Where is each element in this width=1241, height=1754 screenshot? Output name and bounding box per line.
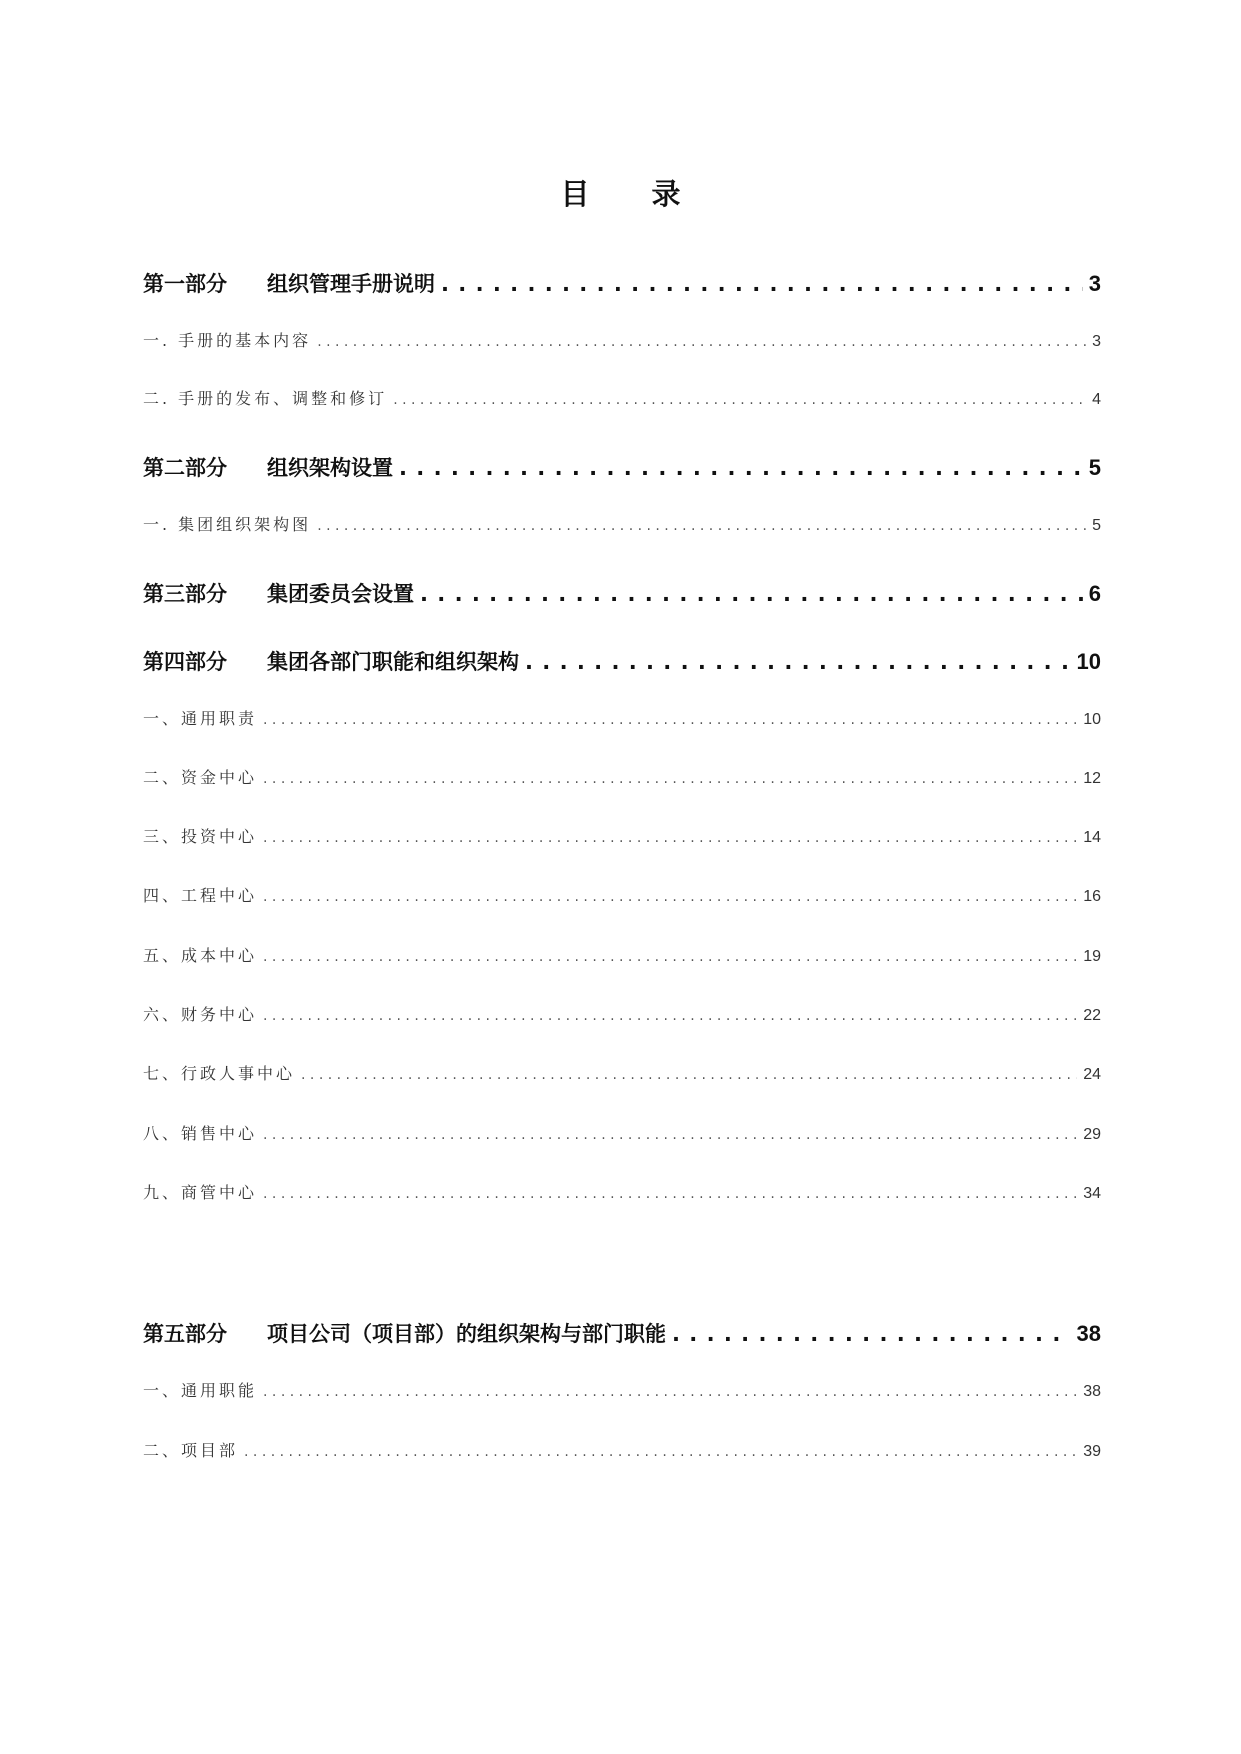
toc-subsection-entry[interactable]	[143, 883, 1101, 906]
toc-subsection-entry[interactable]	[143, 328, 1101, 351]
toc-section-entry[interactable]	[143, 452, 1101, 482]
toc-page-number: 38	[1076, 1321, 1101, 1346]
toc-page-number: 5	[1092, 517, 1101, 534]
dot-leader	[263, 771, 1077, 787]
toc-page-number: 22	[1083, 1007, 1101, 1024]
toc-title: 目 录	[560, 177, 707, 211]
toc-section-label: 第二部分	[143, 456, 227, 480]
toc-page-number: 38	[1083, 1383, 1101, 1400]
toc-page-number: 16	[1083, 888, 1101, 905]
toc-section-entry[interactable]	[143, 646, 1101, 676]
dot-leader	[441, 272, 1083, 296]
dot-leader	[317, 334, 1086, 350]
dot-leader	[263, 830, 1077, 846]
toc-subsection-entry[interactable]	[143, 943, 1101, 966]
toc-page-number: 29	[1083, 1126, 1101, 1143]
dot-leader	[317, 518, 1086, 534]
toc-page-number: 14	[1083, 829, 1101, 846]
toc-subsection-entry[interactable]	[143, 1002, 1101, 1025]
toc-subsection-entry[interactable]	[143, 386, 1101, 409]
toc-page-number: 34	[1083, 1185, 1101, 1202]
toc-section-label: 第四部分	[143, 650, 227, 674]
dot-leader	[263, 949, 1077, 965]
toc-entry-text: 项目公司（项目部）的组织架构与部门职能	[267, 1322, 666, 1346]
dot-leader	[393, 392, 1086, 408]
toc-section-entry[interactable]	[143, 578, 1101, 608]
toc-entry-text: 集团各部门职能和组织架构	[267, 650, 519, 674]
toc-section-label: 第一部分	[143, 272, 227, 296]
dot-leader	[672, 1322, 1071, 1346]
toc-section-entry[interactable]	[143, 268, 1101, 298]
toc-entry-text: 五、成本中心	[143, 946, 258, 965]
dot-leader	[263, 889, 1077, 905]
toc-subsection-entry[interactable]	[143, 1121, 1101, 1144]
toc-entry-text: 一. 手册的基本内容	[143, 331, 312, 350]
toc-section-label: 第三部分	[143, 582, 227, 606]
dot-leader	[420, 582, 1083, 606]
toc-page-number: 19	[1083, 948, 1101, 965]
toc-entry-text: 三、投资中心	[143, 827, 258, 846]
toc-entry-text: 四、工程中心	[143, 886, 258, 905]
toc-page-number: 39	[1083, 1443, 1101, 1460]
dot-leader	[263, 1008, 1077, 1024]
toc-entry-text: 集团委员会设置	[267, 582, 414, 606]
dot-leader	[263, 1186, 1077, 1202]
toc-page-number: 10	[1076, 649, 1101, 674]
toc-subsection-entry[interactable]	[143, 824, 1101, 847]
toc-subsection-entry[interactable]	[143, 1378, 1101, 1401]
dot-leader	[301, 1067, 1077, 1083]
toc-page-number: 12	[1083, 770, 1101, 787]
toc-subsection-entry[interactable]	[143, 706, 1101, 729]
toc-entry-text: 六、财务中心	[143, 1005, 258, 1024]
toc-entry-text: 组织管理手册说明	[267, 272, 435, 296]
toc-page-number: 6	[1088, 581, 1101, 606]
toc-page-number: 4	[1092, 391, 1101, 408]
toc-subsection-entry[interactable]	[143, 1438, 1101, 1461]
toc-entry-text: 二. 手册的发布、调整和修订	[143, 389, 388, 408]
dot-leader	[263, 712, 1077, 728]
toc-entry-text: 一、通用职能	[143, 1381, 258, 1400]
toc-entry-text: 一. 集团组织架构图	[143, 515, 312, 534]
toc-page-number: 24	[1083, 1066, 1101, 1083]
dot-leader	[263, 1127, 1077, 1143]
toc-page-number: 3	[1092, 333, 1101, 350]
toc-subsection-entry[interactable]	[143, 1061, 1101, 1084]
toc-entry-text: 七、行政人事中心	[143, 1064, 296, 1083]
dot-leader	[263, 1384, 1077, 1400]
dot-leader	[525, 650, 1071, 674]
toc-entry-text: 组织架构设置	[267, 456, 393, 480]
toc-subsection-entry[interactable]	[143, 1180, 1101, 1203]
dot-leader	[244, 1444, 1077, 1460]
toc-entry-text: 二、项目部	[143, 1441, 239, 1460]
toc-subsection-entry[interactable]	[143, 512, 1101, 535]
toc-page-number: 3	[1088, 271, 1101, 296]
toc-entry-text: 一、通用职责	[143, 709, 258, 728]
toc-page-number: 5	[1088, 455, 1101, 480]
dot-leader	[399, 456, 1083, 480]
toc-entry-text: 二、资金中心	[143, 768, 258, 787]
toc-section-label: 第五部分	[143, 1322, 227, 1346]
toc-page-number: 10	[1083, 711, 1101, 728]
toc-entry-text: 八、销售中心	[143, 1124, 258, 1143]
toc-subsection-entry[interactable]	[143, 765, 1101, 788]
toc-entry-text: 九、商管中心	[143, 1183, 258, 1202]
toc-section-entry[interactable]	[143, 1318, 1101, 1348]
